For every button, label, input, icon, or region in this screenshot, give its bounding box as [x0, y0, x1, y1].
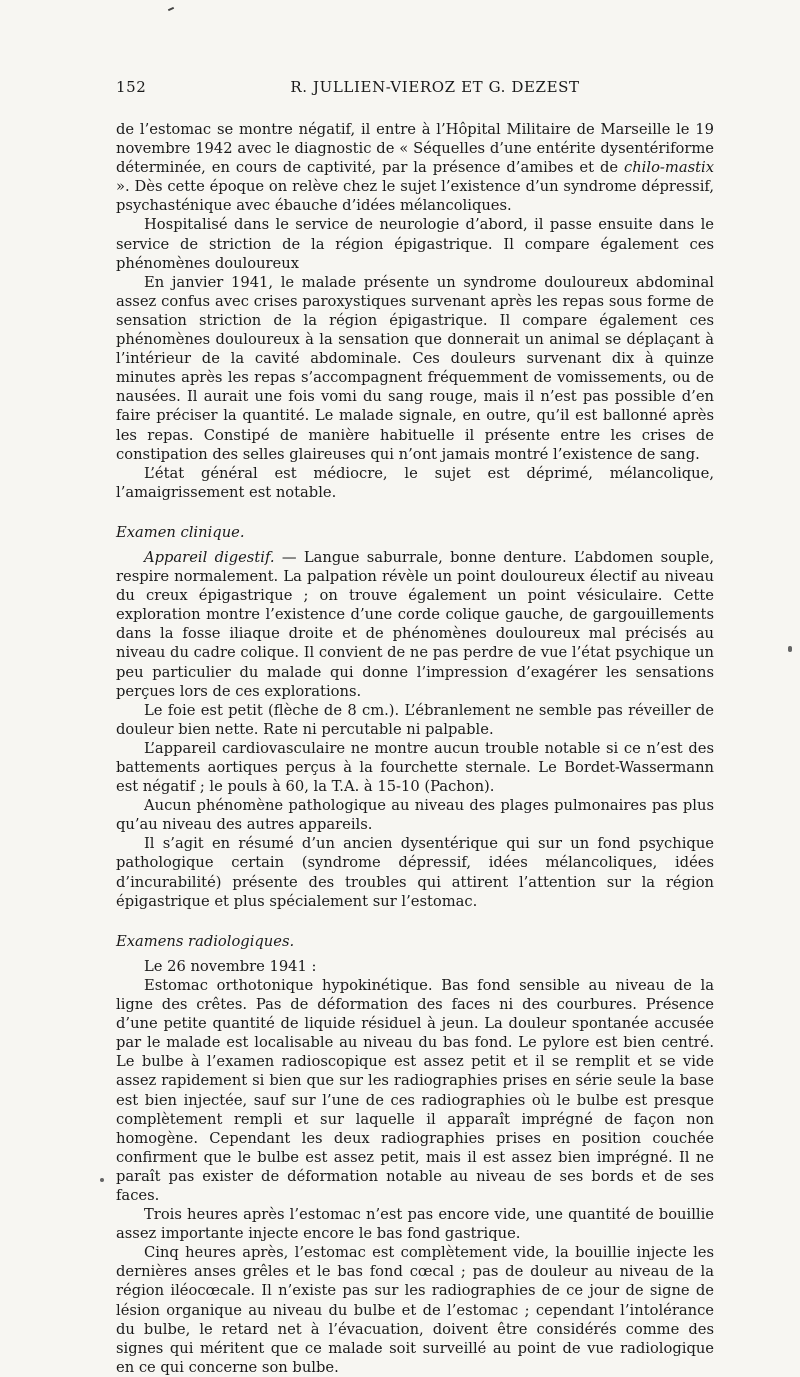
paragraph: Il s’agit en résumé d’un ancien dysentérique qui sur un fond psychique pathologique certain (syndrome dépressif, idées mélancoliques, idées d’incurabilité) présente des troubles qui attirent l’attention sur la région épigastrique et plus spécialement sur l’estomac.	[116, 835, 714, 910]
running-head: R. JULLIEN-VIEROZ ET G. DEZEST	[290, 78, 580, 96]
print-speck	[788, 646, 792, 652]
paragraph: En janvier 1941, le malade présente un syndrome douloureux abdominal assez confus avec crises paroxystiques survenant après les repas sous forme de sensation striction de la région épigastrique. Il compare également ces phénomènes douloureux à la sensation que donnerait un animal se déplaçant à l’intérieur de la cavité abdominale. Ces douleurs survenant dix à quinze minutes après les repas s’accompagnent fréquemment de vomissements, ou de nausées. Il aurait une fois vomi du sang rouge, mais il n’est pas possible d’en faire préciser la quantité. Le malade signale, en outre, qu’il est ballonné après les repas. Constipé de manière habituelle il présente entre les crises de constipation des selles glaireuses qui n’ont jamais montré l’existence de sang.	[116, 273, 714, 463]
exam-date: Le 26 novembre 1941 :	[144, 957, 317, 975]
page-number: 152	[116, 78, 147, 96]
section-heading-clinique: Examen clinique.	[116, 523, 245, 541]
paragraph-text: de l’estomac se montre négatif, il entre à l’Hôpital Militaire de Marseille le 19 novembre 1942 avec le diagnostic de « Séquelles d’une entérite dysentériforme déterminée, en cours de captivité, par la présence d’amibes et de	[116, 121, 714, 177]
paragraph: Hospitalisé dans le service de neurologie d’abord, il passe ensuite dans le service de striction de la région épigastrique. Il compare également ces phénomènes douloureux	[116, 216, 714, 272]
paragraph	[116, 120, 714, 215]
page-header	[116, 78, 714, 102]
paragraph-text: ». Dès cette époque on relève chez le sujet l’existence d’un syndrome dépressif, psychasténique avec ébauche d’idées mélancoliques.	[116, 178, 714, 215]
page-body	[116, 120, 714, 1377]
paragraph: Estomac orthotonique hypokinétique. Bas fond sensible au niveau de la ligne des crêtes. Pas de déformation des faces ni des courbures. Présence d’une petite quantité de liquide résiduel à jeun. La douleur spontanée accusée par le malade est localisable au niveau du bas fond. Le pylore est bien centré. Le bulbe à l’examen radioscopique est assez petit et il se remplit et se vide assez rapidement si bien que sur les radiographies prises en série seule la base est bien injectée, sauf sur l’une de ces radiographies où le bulbe est presque complètement rempli et sur laquelle il apparaît imprégné de façon non homogène. Cependant les deux radiographies prises en position couchée confirment que le bulbe est assez petit, mais il est assez bien imprégné. Il ne paraît pas exister de déformation notable au niveau de ses bords et de ses faces.	[116, 976, 714, 1204]
subsection-label: Appareil digestif.	[144, 548, 275, 566]
paragraph: Trois heures après l’estomac n’est pas encore vide, une quantité de bouillie assez importante injecte encore le bas fond gastrique.	[116, 1206, 714, 1243]
paragraph	[116, 548, 714, 701]
paragraph: Cinq heures après, l’estomac est complètement vide, la bouillie injecte les dernières anses grêles et le bas fond cœcal ; pas de douleur au niveau de la région iléocœcale. Il n’existe pas sur les radiographies de ce jour de signe de lésion organique au niveau du bulbe et de l’estomac ; cependant l’intolérance du bulbe, le retard net à l’évacuation, doivent être considérés comme des signes qui méritent que ce malade soit surveillé au point de vue radiologique en ce qui concerne son bulbe.	[116, 1244, 714, 1376]
print-mark	[168, 7, 174, 11]
paragraph: L’appareil cardiovasculaire ne montre aucun trouble notable si ce n’est des battements aortiques perçus à la fourchette sternale. Le Bordet-Wassermann est négatif ; le pouls à 60, la T.A. à 15-10 (Pachon).	[116, 739, 714, 796]
paragraph-text: — Langue saburrale, bonne denture. L’abdomen souple, respire normalement. La palpation révèle un point douloureux électif au niveau du creux épigastrique ; on trouve également un point vésiculaire. Cette exploration montre l’existence d’une corde colique gauche, de gargouillements dans la fosse iliaque droite et de phénomènes douloureux mal précisés au niveau du cadre colique. Il convient de ne pas perdre de vue l’état psychique un peu particulier du malade qui donne l’impression d’exagérer les sensations perçues lors de ces explorations.	[116, 548, 714, 700]
print-speck	[100, 1178, 104, 1182]
paragraph: L’état général est médiocre, le sujet est déprimé, mélancolique, l’amaigrissement est notable.	[116, 464, 714, 501]
paragraph: Le foie est petit (flèche de 8 cm.). L’ébranlement ne semble pas réveiller de douleur bien nette. Rate ni percutable ni palpable.	[116, 701, 714, 738]
paragraph: Aucun phénomène pathologique au niveau des plages pulmonaires pas plus qu’au niveau des autres appareils.	[116, 797, 714, 834]
italic-term: chilo-mastix	[624, 159, 714, 177]
section-heading-radiologiques: Examens radiologiques.	[116, 932, 295, 950]
